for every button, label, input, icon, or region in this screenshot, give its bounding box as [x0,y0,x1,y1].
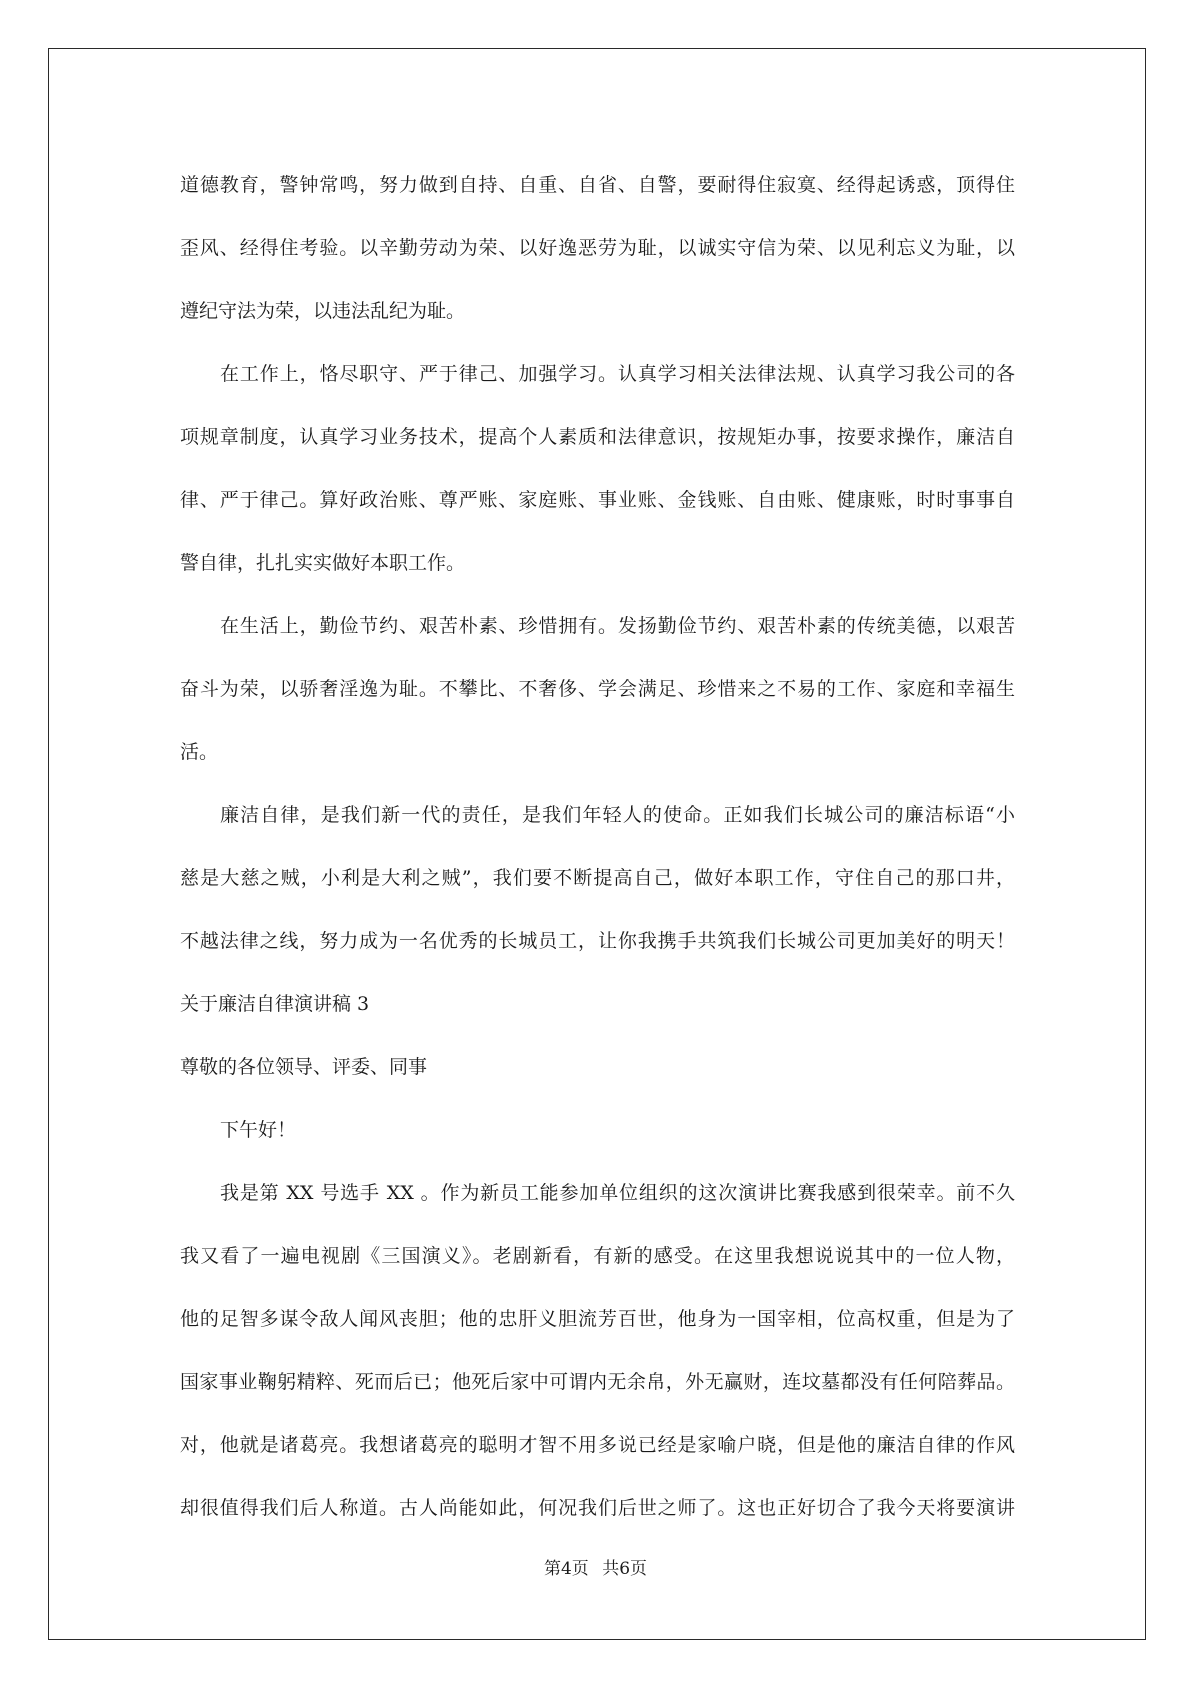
text-line: 在生活上，勤俭节约、艰苦朴素、珍惜拥有。发扬勤俭节约、艰苦朴素的传统美德，以艰苦 [220,615,1015,637]
text-line: 道德教育，警钟常鸣，努力做到自持、自重、自省、自警，要耐得住寂寞、经得起诱惑，顶得住 [180,174,1015,196]
text-line: 国家事业鞠躬精粹、死而后已；他死后家中可谓内无余帛，外无赢财，连坟墓都没有任何陪葬品。 [180,1371,1015,1393]
text-line: 律、严于律己。算好政治账、尊严账、家庭账、事业账、金钱账、自由账、健康账，时时事事自 [180,489,1015,511]
text-line: 却很值得我们后人称道。古人尚能如此，何况我们后世之师了。这也正好切合了我今天将要演讲 [180,1497,1015,1519]
text-line: 歪风、经得住考验。以辛勤劳动为荣、以好逸恶劳为耻，以诚实守信为荣、以见利忘义为耻，以 [180,237,1015,259]
text-line: 我又看了一遍电视剧《三国演义》。老剧新看，有新的感受。在这里我想说说其中的一位人物， [180,1245,1015,1267]
section-title: 关于廉洁自律演讲稿 3 [180,993,370,1015]
text-line: 廉洁自律，是我们新一代的责任，是我们年轻人的使命。正如我们长城公司的廉洁标语“小 [220,804,1015,826]
text-line: 慈是大慈之贼，小利是大利之贼”，我们要不断提高自己，做好本职工作，守住自己的那口井， [180,867,1015,889]
text-line: 遵纪守法为荣，以违法乱纪为耻。 [180,300,466,322]
text-line: 对，他就是诸葛亮。我想诸葛亮的聪明才智不用多说已经是家喻户晓，但是他的廉洁自律的作风 [180,1434,1015,1456]
text-line: 不越法律之线，努力成为一名优秀的长城员工，让你我携手共筑我们长城公司更加美好的明天！ [180,930,1015,952]
document-body [180,152,1015,1538]
page-total: 共6页 [602,1559,648,1579]
text-line: 在工作上，恪尽职守、严于律己、加强学习。认真学习相关法律法规、认真学习我公司的各 [220,363,1015,385]
text-line: 我是第 XX 号选手 XX 。作为新员工能参加单位组织的这次演讲比赛我感到很荣幸。前不久 [220,1182,1015,1204]
text-line: 奋斗为荣，以骄奢淫逸为耻。不攀比、不奢侈、学会满足、珍惜来之不易的工作、家庭和幸福生 [180,678,1015,700]
salutation: 尊敬的各位领导、评委、同事 [180,1056,428,1078]
page-footer [0,1554,1191,1579]
text-line: 他的足智多谋令敌人闻风丧胆；他的忠肝义胆流芳百世，他身为一国宰相，位高权重，但是为了 [180,1308,1015,1330]
text-line: 活。 [180,741,219,763]
text-line: 警自律，扎扎实实做好本职工作。 [180,552,466,574]
text-line: 项规章制度，认真学习业务技术，提高个人素质和法律意识，按规矩办事，按要求操作，廉洁自 [180,426,1015,448]
page-number: 第4页 [543,1559,589,1579]
greeting: 下午好！ [220,1119,297,1141]
